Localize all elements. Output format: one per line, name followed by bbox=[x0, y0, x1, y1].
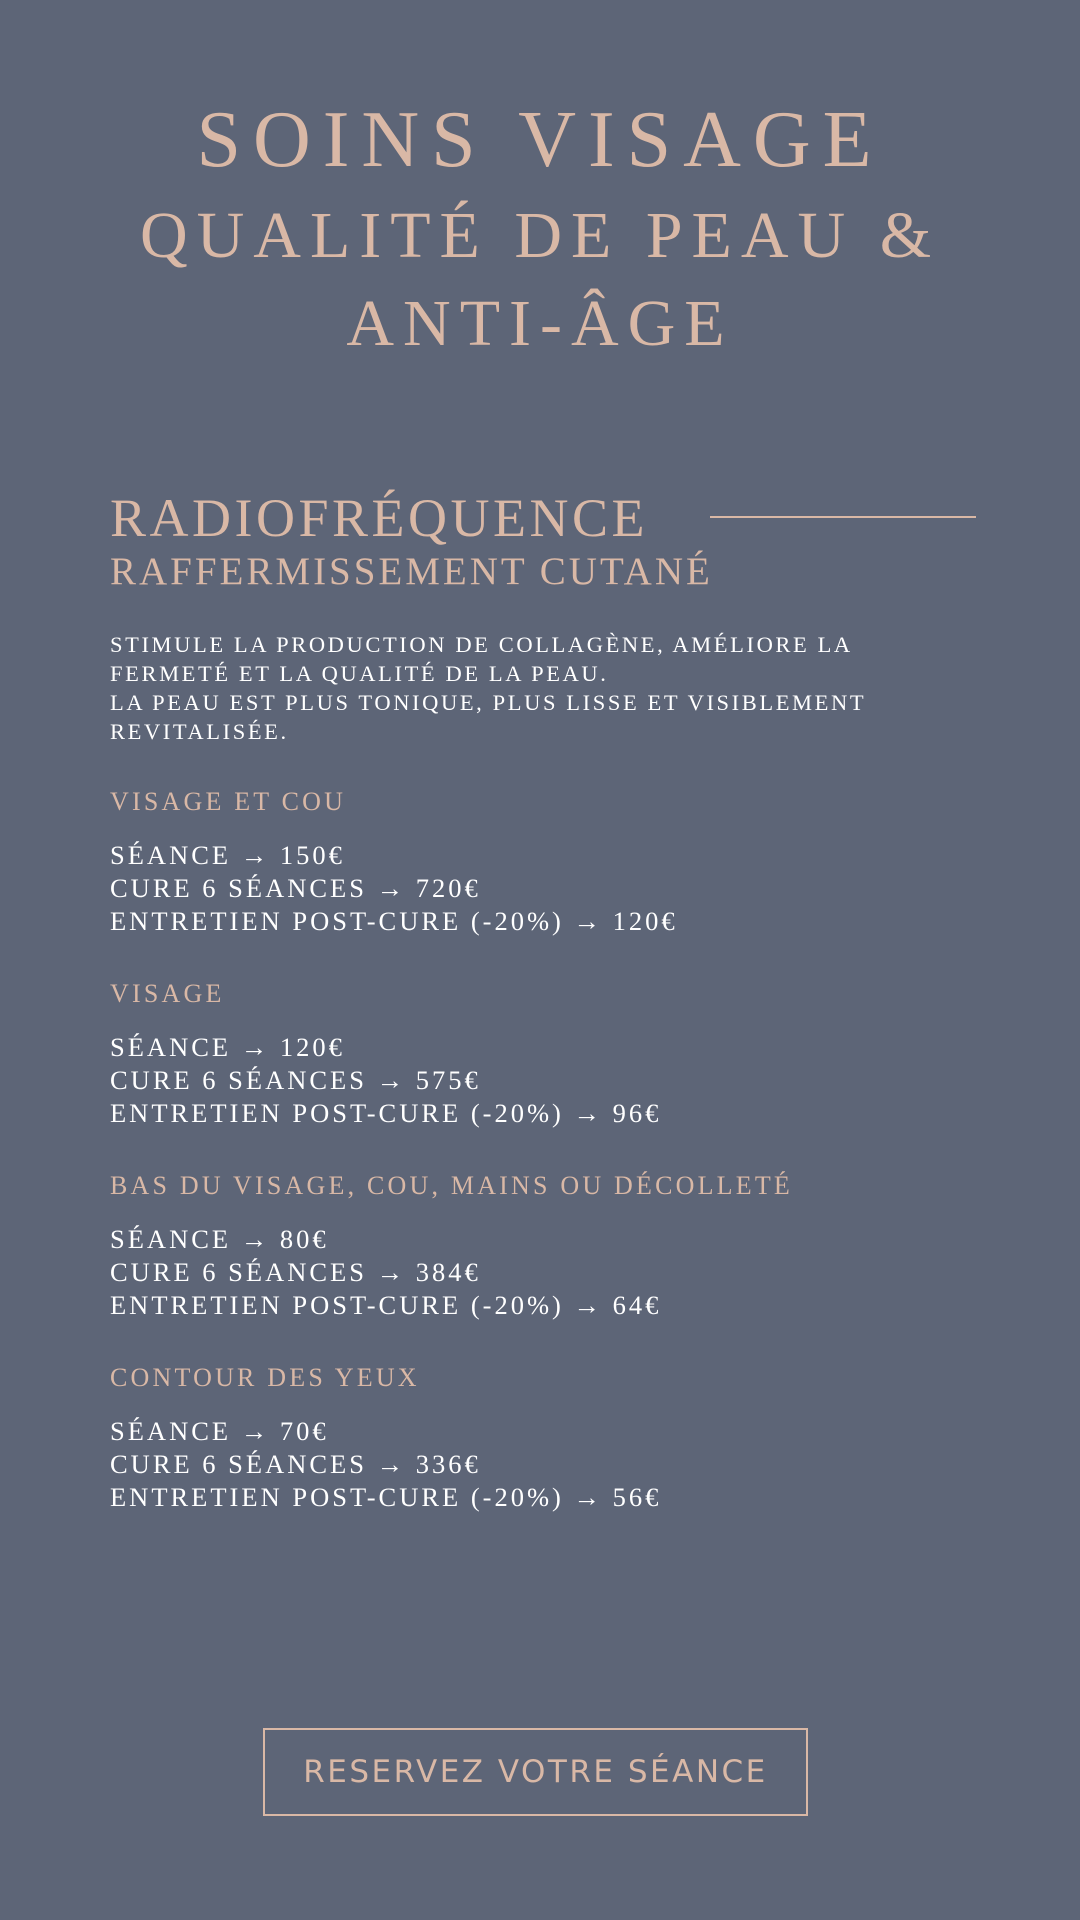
category-title: BAS DU VISAGE, COU, MAINS OU DÉCOLLETÉ bbox=[110, 1171, 794, 1200]
price-line-entretien: ENTRETIEN POST-CURE (-20%) → 120€ bbox=[110, 906, 678, 936]
page-subtitle-line-2: ANTI-ÂGE bbox=[346, 287, 734, 360]
section-divider bbox=[710, 516, 976, 518]
price-line-entretien: ENTRETIEN POST-CURE (-20%) → 56€ bbox=[110, 1482, 662, 1512]
category-title: VISAGE ET COU bbox=[110, 787, 347, 816]
price-line-seance: SÉANCE → 70€ bbox=[110, 1416, 329, 1446]
price-category-visage bbox=[110, 978, 980, 1130]
section-description bbox=[110, 630, 980, 746]
page-title: SOINS VISAGE bbox=[196, 96, 884, 184]
price-line-seance: SÉANCE → 120€ bbox=[110, 1032, 345, 1062]
price-line-cure: CURE 6 SÉANCES → 720€ bbox=[110, 873, 481, 903]
price-line-cure: CURE 6 SÉANCES → 336€ bbox=[110, 1449, 481, 1479]
price-line-cure: CURE 6 SÉANCES → 575€ bbox=[110, 1065, 481, 1095]
price-category-visage-et-cou bbox=[110, 786, 980, 938]
section-subtitle: RAFFERMISSEMENT CUTANÉ bbox=[110, 550, 713, 593]
price-line-seance: SÉANCE → 80€ bbox=[110, 1224, 329, 1254]
description-paragraph: LA PEAU EST PLUS TONIQUE, PLUS LISSE ET VISIBLEMENT REVITALISÉE. bbox=[110, 690, 866, 744]
treatment-section bbox=[110, 486, 980, 1514]
price-category-bas-du-visage bbox=[110, 1170, 980, 1322]
reserve-session-button[interactable]: RESERVEZ VOTRE SÉANCE bbox=[263, 1728, 808, 1816]
price-line-entretien: ENTRETIEN POST-CURE (-20%) → 64€ bbox=[110, 1290, 662, 1320]
price-line-seance: SÉANCE → 150€ bbox=[110, 840, 345, 870]
section-title: RADIOFRÉQUENCE bbox=[110, 488, 649, 548]
section-heading bbox=[110, 486, 980, 550]
category-title: CONTOUR DES YEUX bbox=[110, 1363, 420, 1392]
page-subtitle bbox=[0, 192, 1080, 368]
price-line-entretien: ENTRETIEN POST-CURE (-20%) → 96€ bbox=[110, 1098, 662, 1128]
description-paragraph: STIMULE LA PRODUCTION DE COLLAGÈNE, AMÉLIORE LA FERMETÉ ET LA QUALITÉ DE LA PEAU. bbox=[110, 632, 852, 686]
page-header bbox=[0, 92, 1080, 368]
price-category-contour-des-yeux bbox=[110, 1362, 980, 1514]
price-line-cure: CURE 6 SÉANCES → 384€ bbox=[110, 1257, 481, 1287]
page-subtitle-line-1: QUALITÉ DE PEAU & bbox=[139, 199, 941, 272]
category-title: VISAGE bbox=[110, 979, 225, 1008]
